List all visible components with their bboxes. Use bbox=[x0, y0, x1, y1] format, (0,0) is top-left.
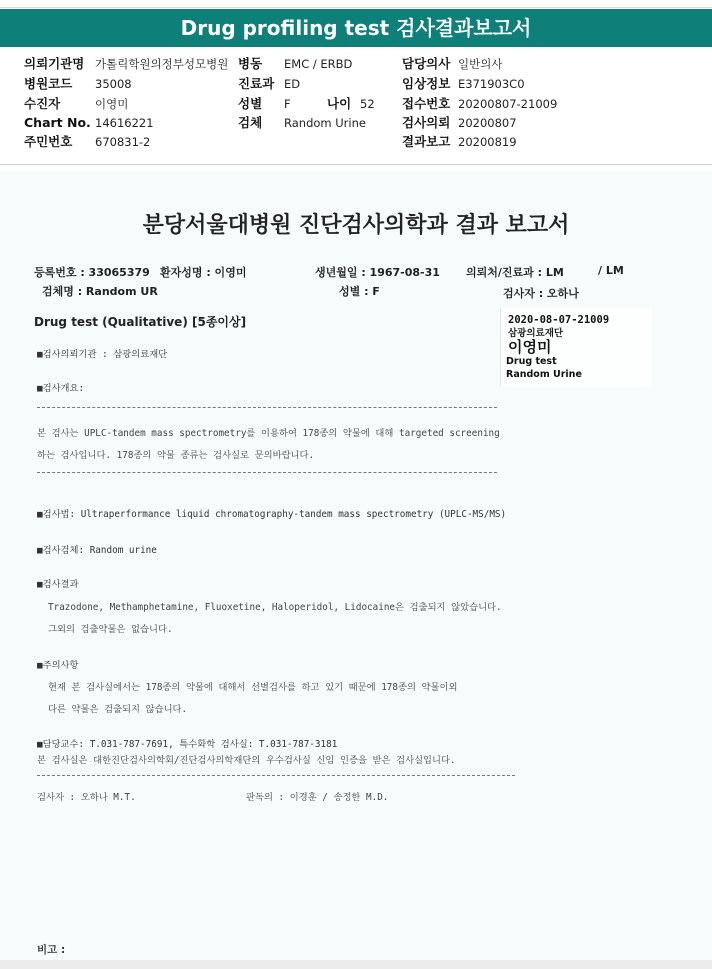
hospital-code-value: 35008 bbox=[95, 77, 132, 91]
overview-line-2: 하는 검사입니다. 178종의 약물 종류는 검사실로 문의바랍니다. bbox=[37, 450, 315, 461]
stamp-date: 2020-08-07-21009 bbox=[508, 314, 610, 326]
stamp-specimen: Random Urine bbox=[506, 369, 582, 380]
sex-value: F bbox=[284, 97, 291, 111]
requester-dept-2: / LM bbox=[598, 264, 624, 277]
test-name: Drug test (Qualitative) [5종이상] bbox=[34, 315, 247, 329]
stamp-name: 이영미 bbox=[508, 338, 552, 356]
caution-line-1: 현재 본 검사실에서는 178종의 약물에 대해서 선별검사를 하고 있기 때문에 178종의 약물이외 bbox=[48, 682, 458, 693]
hospital-code-label: 병원코드 bbox=[24, 76, 73, 91]
institution-label: 의뢰기관명 bbox=[24, 56, 85, 71]
contact-info: ■담당교수: T.031-787-7691, 특수화학 검사실: T.031-787-3181 bbox=[37, 739, 338, 750]
institution-value: 가톨릭학원의정부성모병원 bbox=[95, 57, 229, 71]
divider bbox=[37, 775, 515, 776]
patient-info-header bbox=[0, 47, 712, 165]
report-date-label: 결과보고 bbox=[402, 134, 451, 149]
remarks: 비고 : bbox=[37, 944, 66, 956]
bottom-strip bbox=[0, 960, 712, 969]
patient-value: 이영미 bbox=[95, 97, 129, 111]
caution-line-2: 다른 약물은 검출되지 않습니다. bbox=[48, 704, 188, 715]
stamp-org: 삼광의료재단 bbox=[508, 328, 564, 339]
clinical-info-value: E371903C0 bbox=[458, 77, 525, 91]
result-line-2: 그외의 검출약물은 없습니다. bbox=[48, 624, 173, 635]
specimen-label-stamp bbox=[500, 308, 652, 386]
caution-heading: ■주의사항 bbox=[37, 660, 79, 671]
birth-date: 생년월일 : 1967-08-31 bbox=[315, 266, 440, 279]
test-specimen: ■검사검체: Random urine bbox=[37, 545, 157, 556]
test-method: ■검사법: Ultraperformance liquid chromatography-tandem mass spectrometry (UPLC-MS/MS) bbox=[37, 509, 507, 520]
specimen-name: 검체명 : Random UR bbox=[42, 285, 158, 298]
patient-label: 수진자 bbox=[24, 96, 61, 111]
report-title: 분당서울대병원 진단검사의학과 결과 보고서 bbox=[142, 213, 570, 238]
divider bbox=[37, 472, 497, 473]
report-date-value: 20200819 bbox=[458, 135, 517, 149]
request-date-value: 20200807 bbox=[458, 116, 517, 130]
overview-heading: ■검사개요: bbox=[37, 383, 85, 394]
overview-line-1: 본 검사는 UPLC-tandem mass spectrometry를 이용하여 178종의 약물에 대해 targeted screening bbox=[37, 428, 500, 439]
age-label: 나이 bbox=[327, 96, 352, 111]
divider bbox=[37, 407, 497, 408]
signer: 검사자 : 오하나 M.T. bbox=[37, 792, 136, 803]
ward-label: 병동 bbox=[238, 56, 263, 71]
requester-dept: 의뢰처/진료과 : LM bbox=[466, 266, 564, 279]
receipt-label: 접수번호 bbox=[402, 96, 451, 111]
result-line-1: Trazodone, Methamphetamine, Fluoxetine, Haloperidol, Lidocaine은 검출되지 않았습니다. bbox=[48, 602, 502, 613]
certification-note: 본 검사실은 대한진단검사의학회/진단검사의학재단의 우수검사실 신임 인증을 받은 검사실입니다. bbox=[37, 755, 456, 766]
doctor-label: 담당의사 bbox=[402, 56, 451, 71]
registration-number: 등록번호 : 33065379 bbox=[34, 266, 150, 279]
reading-physician: 판독의 : 이경훈 / 송정한 M.D. bbox=[246, 792, 389, 803]
report-sex: 성별 : F bbox=[339, 285, 380, 298]
examiner: 검사자 : 오하나 bbox=[503, 287, 579, 300]
resident-no-value: 670831-2 bbox=[95, 135, 151, 149]
clinical-info-label: 임상정보 bbox=[402, 76, 451, 91]
sex-label: 성별 bbox=[238, 96, 263, 111]
request-date-label: 검사의뢰 bbox=[402, 115, 451, 130]
stamp-test: Drug test bbox=[506, 356, 557, 367]
patient-name: 환자성명 : 이영미 bbox=[160, 266, 247, 279]
scanned-report bbox=[0, 170, 712, 960]
specimen-value: Random Urine bbox=[284, 116, 366, 130]
resident-no-label: 주민번호 bbox=[24, 134, 73, 149]
result-heading: ■검사결과 bbox=[37, 579, 79, 590]
document-title: Drug profiling test 검사결과보고서 bbox=[0, 9, 712, 47]
ward-value: EMC / ERBD bbox=[284, 57, 353, 71]
chart-no-label: Chart No. bbox=[24, 115, 91, 130]
top-strip bbox=[0, 0, 712, 8]
doctor-value: 일반의사 bbox=[458, 57, 503, 71]
dept-value: ED bbox=[284, 77, 301, 91]
chart-no-value: 14616221 bbox=[95, 116, 154, 130]
dept-label: 진료과 bbox=[238, 76, 275, 91]
requesting-institution: ■검사의뢰기관 : 삼광의료재단 bbox=[37, 349, 168, 360]
specimen-label: 검체 bbox=[238, 115, 263, 130]
age-value: 52 bbox=[360, 97, 375, 111]
receipt-value: 20200807-21009 bbox=[458, 97, 558, 111]
